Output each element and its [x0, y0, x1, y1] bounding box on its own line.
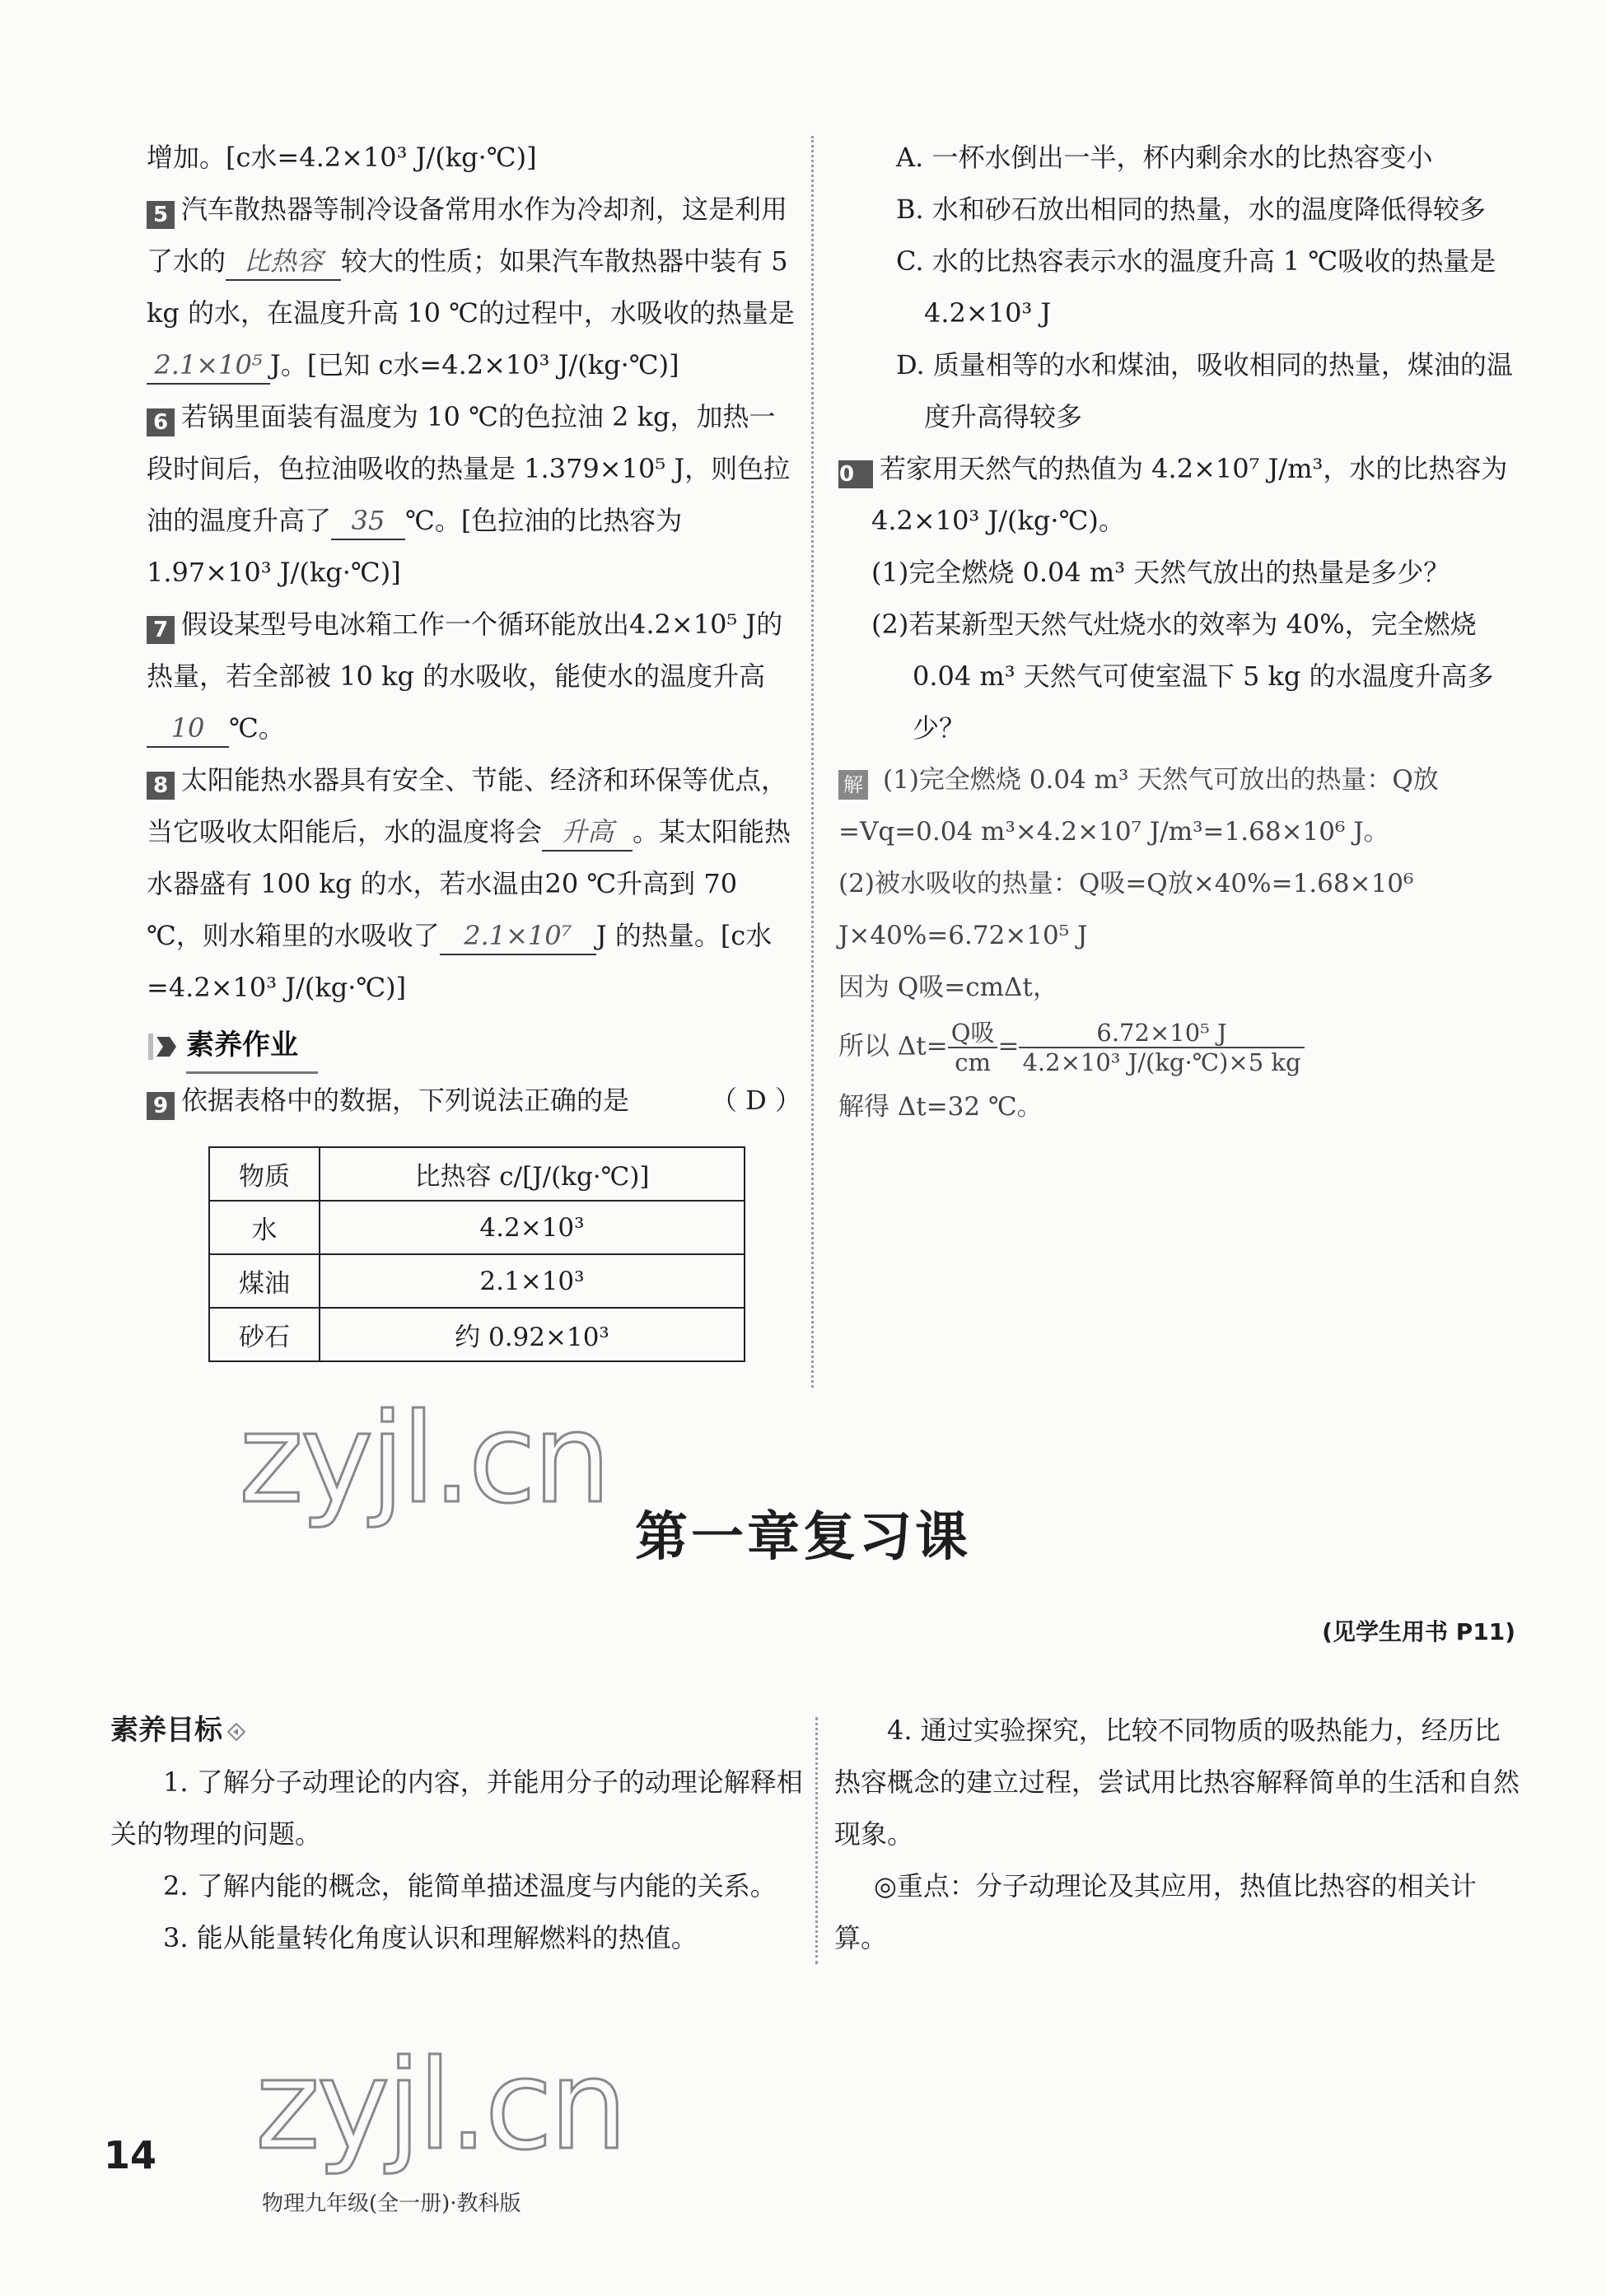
- watermark-logo: zyjl.cn: [255, 2034, 625, 2177]
- chapter-title: 第一章复习课: [635, 1506, 971, 1568]
- solution-mark: 解: [838, 770, 868, 800]
- question-number: 9: [147, 1092, 175, 1120]
- question-9: 9 依据表格中的数据，下列说法正确的是 （ D ）: [147, 1075, 801, 1127]
- student-book-reference: (见学生用书 P11): [1322, 1618, 1515, 1645]
- solution-1: 解 (1)完全燃烧 0.04 m³ 天然气可放出的热量：Q放=Vq=0.04 m³×4.2×10⁷ J/m³=1.68×10⁶ J。: [838, 765, 1439, 847]
- goals-right-column: [834, 1705, 1526, 1964]
- answer-blank: 2.1×10⁵: [147, 347, 270, 385]
- solution-3: 因为 Q吸=cmΔt，: [838, 973, 1058, 1002]
- table-row: [209, 1254, 745, 1308]
- question-number: 5: [147, 201, 175, 229]
- question-number: 6: [147, 408, 175, 436]
- focus-point: ◎重点：分子动理论及其应用，热值比热容的相关计算。: [834, 1870, 1477, 1953]
- table-cell: 砂石: [209, 1308, 320, 1361]
- table-cell: 水: [209, 1201, 320, 1254]
- q4-continuation: 增加。[c水=4.2×10³ J/(kg·℃)]: [147, 142, 537, 173]
- arrow-icon: [147, 1030, 180, 1063]
- question-10-part-1: (1)完全燃烧 0.04 m³ 天然气放出的热量是多少？: [871, 557, 1450, 588]
- question-8: 8 太阳能热水器具有安全、节能、经济和环保等优点，当它吸收太阳能后，水的温度将会 升高 。某太阳能热水器盛有 100 kg 的水，若水温由20 ℃升高到 70 ℃，则水箱里的水吸收了 2.1×10⁷ J 的热量。[c水=4.2×10³ J/(kg·℃)]: [147, 764, 791, 1003]
- option-b: B. 水和砂石放出相同的热量，水的温度降低得较多: [896, 194, 1486, 225]
- diamond-arrow-icon: [227, 1723, 245, 1741]
- option-a: A. 一杯水倒出一半，杯内剩余水的比热容变小: [896, 142, 1433, 173]
- left-column: [147, 132, 801, 1127]
- question-number: 10: [838, 460, 873, 488]
- question-10-part-2: (2)若某新型天然气灶烧水的效率为 40%，完全燃烧 0.04 m³ 天然气可使室温下 5 kg 的水温度升高多少？: [871, 609, 1494, 744]
- question-number: 7: [147, 616, 175, 644]
- table-cell: 2.1×10³: [320, 1254, 745, 1308]
- book-title-footer: 物理九年级(全一册)·教科版: [262, 2191, 521, 2216]
- answer-blank: 比热容: [226, 243, 341, 281]
- table-header-cell: 比热容 c/[J/(kg·℃)]: [320, 1147, 745, 1201]
- table-header-row: [209, 1147, 745, 1201]
- answer-blank: 2.1×10⁷: [440, 917, 596, 955]
- goals-title: 素养目标: [110, 1714, 222, 1747]
- solution-4: 所以 Δt= $\frac{\text{Q吸}}{cm}$ = $\frac{\text{6.72×10⁵ J}}{\text{4.2×10³ J/(kg·℃)×5 kg}}$: [838, 1019, 1522, 1076]
- question-5: 5 汽车散热器等制冷设备常用水作为冷却剂，这是利用了水的 比热容 较大的性质；如果汽车散热器中装有 5 kg 的水，在温度升高 10 ℃的过程中，水吸收的热量是2.1×10⁵ J。[已知 c水=4.2×10³ J/(kg·℃)]: [147, 184, 801, 391]
- goal-4: 4. 通过实验探究，比较不同物质的吸热能力，经历比热容概念的建立过程，尝试用比热容解释简单的生活和自然现象。: [834, 1715, 1520, 1850]
- question-6: 6 若锅里面装有温度为 10 ℃的色拉油 2 kg，加热一段时间后，色拉油吸收的热量是 1.379×10⁵ J，则色拉油的温度升高了 35 ℃。[色拉油的比热容为 1.97×10³ J/(kg·℃)]: [147, 401, 791, 588]
- goals-left-column: [110, 1705, 810, 1964]
- page-number: 14: [104, 2133, 157, 2177]
- fraction: $\frac{\text{6.72×10⁵ J}}{\text{4.2×10³ J/(kg·℃)×5 kg}}$: [1019, 1019, 1304, 1076]
- table-cell: 4.2×10³: [320, 1201, 745, 1254]
- solution-5: 解得 Δt=32 ℃。: [838, 1092, 1043, 1122]
- table-header-cell: 物质: [209, 1147, 320, 1201]
- right-column: [824, 132, 1522, 1133]
- answer-choice: （ D ）: [710, 1085, 801, 1116]
- section-title: 素养作业: [186, 1020, 318, 1074]
- option-c: C. 水的比热容表示水的温度升高 1 ℃吸收的热量是 4.2×10³ J: [896, 245, 1496, 329]
- question-number: 8: [147, 772, 175, 800]
- question-7: 7 假设某型号电冰箱工作一个循环能放出4.2×10⁵ J的热量，若全部被 10 kg 的水吸收，能使水的温度升高10 ℃。: [147, 599, 801, 754]
- option-d: D. 质量相等的水和煤油，吸收相同的热量，煤油的温度升高得较多: [896, 349, 1513, 432]
- table-cell: 约 0.92×10³: [320, 1308, 745, 1361]
- answer-blank: 10: [147, 710, 229, 748]
- specific-heat-table: [208, 1146, 745, 1362]
- table-cell: 煤油: [209, 1254, 320, 1308]
- table-row: [209, 1201, 745, 1254]
- question-10: 10 若家用天然气的热值为 4.2×10⁷ J/m³，水的比热容为 4.2×10³ J/(kg·℃)。: [824, 453, 1508, 536]
- solution-2: (2)被水吸收的热量：Q吸=Q放×40%=1.68×10⁶ J×40%=6.72×10⁵ J: [838, 869, 1414, 950]
- section-heading: [147, 1025, 801, 1068]
- watermark-logo: zyjl.cn: [239, 1388, 609, 1531]
- column-divider: [815, 1717, 818, 1964]
- answer-blank: 升高: [542, 814, 633, 852]
- answer-blank: 35: [331, 502, 405, 540]
- table-row: [209, 1308, 745, 1361]
- fraction: $\frac{\text{Q吸}}{cm}$: [948, 1019, 998, 1076]
- goal-3: 3. 能从能量转化角度认识和理解燃料的热值。: [163, 1922, 698, 1953]
- goal-2: 2. 了解内能的概念，能简单描述温度与内能的关系。: [163, 1870, 777, 1902]
- goals-heading: [110, 1705, 810, 1757]
- column-divider: [811, 136, 814, 1388]
- goal-1: 1. 了解分子动理论的内容，并能用分子的动理论解释相关的物理的问题。: [110, 1766, 803, 1850]
